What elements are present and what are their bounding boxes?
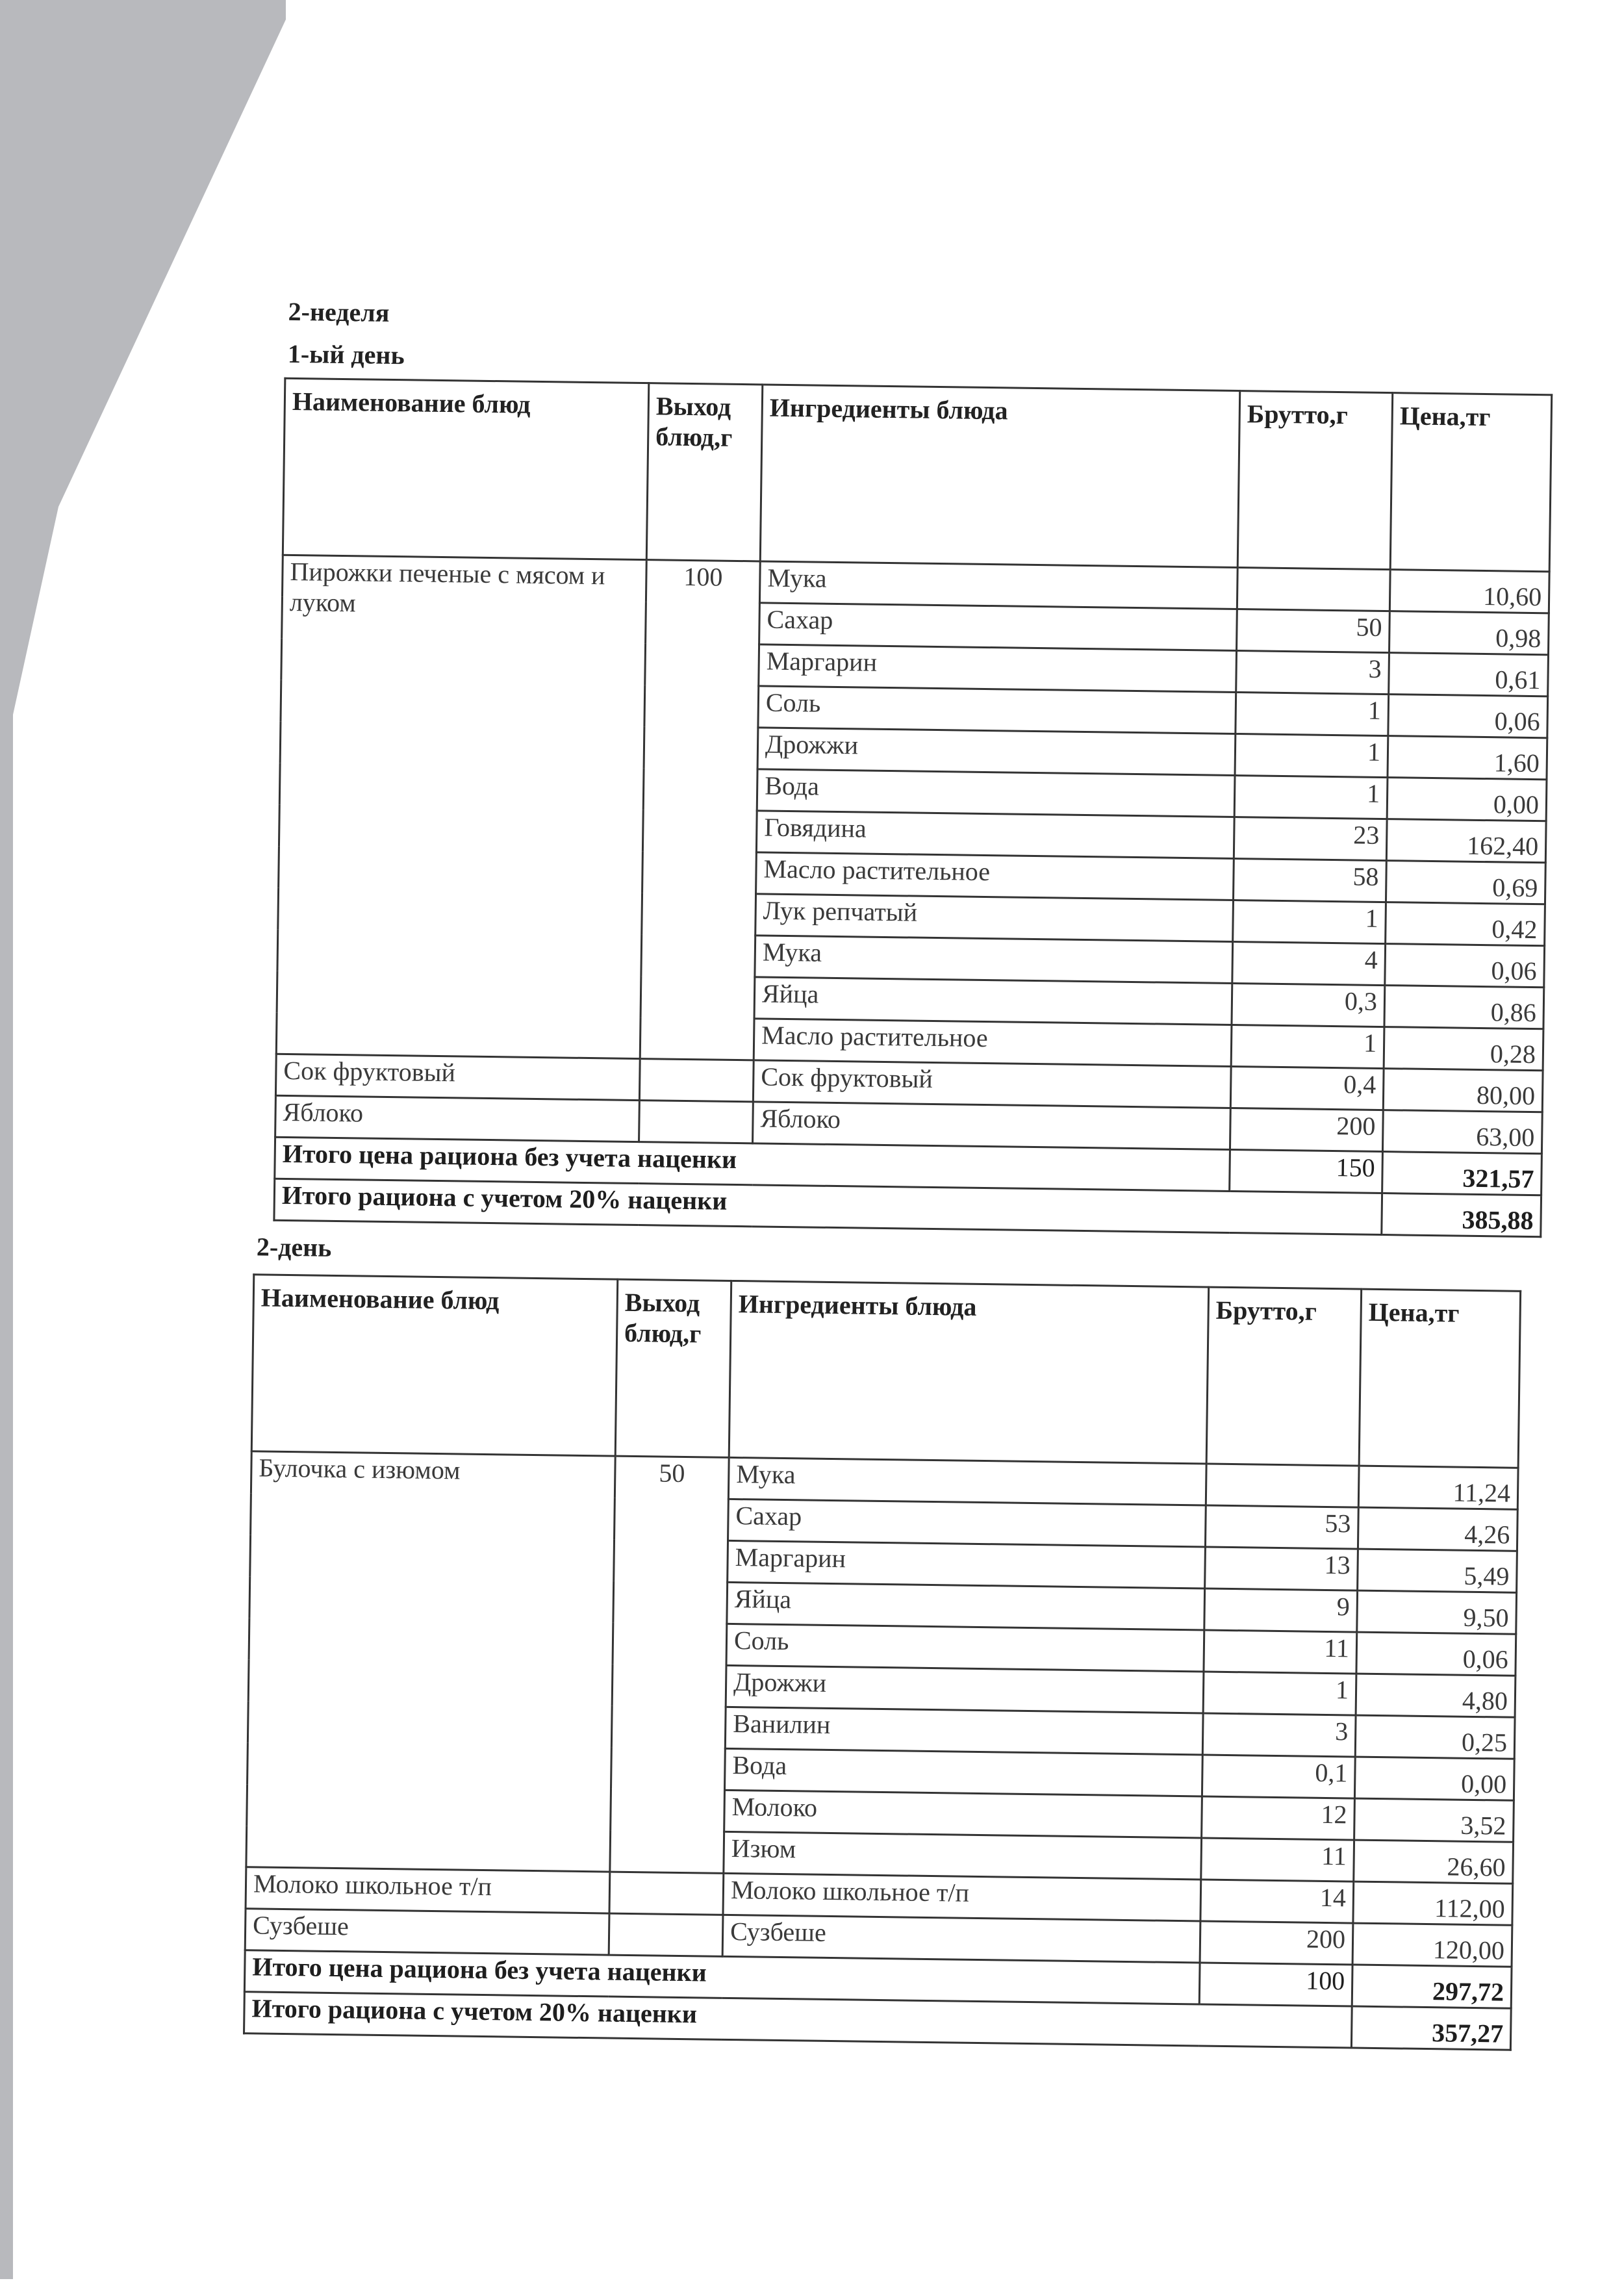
dish-name: Яблоко <box>275 1095 640 1142</box>
total-with-markup-price: 357,27 <box>1351 2006 1511 2050</box>
ingredient-name: Молоко школьное т/п <box>723 1873 1201 1921</box>
ingredient-price: 0,06 <box>1356 1632 1516 1676</box>
ingredient-gross: 12 <box>1202 1796 1355 1840</box>
ingredient-gross: 0,3 <box>1232 983 1385 1027</box>
ingredient-price: 80,00 <box>1383 1069 1543 1112</box>
dish-name: Сок фруктовый <box>275 1054 640 1100</box>
ingredient-name: Говядина <box>756 811 1234 859</box>
ingredient-price: 0,06 <box>1385 944 1545 988</box>
dish-yield <box>639 1059 754 1102</box>
ingredient-price: 120,00 <box>1352 1923 1512 1967</box>
day1-table <box>273 377 1553 1238</box>
ingredient-name: Яйца <box>727 1582 1205 1630</box>
ingredient-name: Вода <box>757 769 1235 817</box>
header-price: Цена,тг <box>1390 393 1552 572</box>
ingredient-price: 162,40 <box>1386 819 1546 863</box>
week-title: 2-неделя <box>288 296 390 327</box>
ingredient-price: 3,52 <box>1354 1798 1514 1842</box>
ingredient-gross: 50 <box>1237 609 1390 653</box>
ingredient-name: Ванилин <box>725 1707 1203 1755</box>
header-ingredients: Ингредиенты блюда <box>729 1281 1208 1464</box>
dish-yield: 50 <box>610 1456 729 1873</box>
ingredient-name: Сок фруктовый <box>753 1060 1231 1108</box>
header-dish: Наименование блюд <box>283 378 649 559</box>
ingredient-price: 0,06 <box>1388 695 1548 738</box>
total-no-markup-price: 297,72 <box>1352 1965 1512 2008</box>
ingredient-name: Маргарин <box>759 644 1237 693</box>
ingredient-gross: 1 <box>1236 693 1389 736</box>
ingredient-name: Вода <box>724 1748 1202 1796</box>
total-no-markup-price: 321,57 <box>1382 1152 1542 1195</box>
ingredient-gross: 23 <box>1234 817 1387 861</box>
ingredient-price: 0,00 <box>1387 778 1547 821</box>
ingredient-name: Молоко <box>724 1790 1202 1838</box>
ingredient-price: 0,28 <box>1384 1027 1543 1071</box>
header-gross: Брутто,г <box>1206 1287 1362 1466</box>
ingredient-name: Соль <box>726 1624 1204 1672</box>
ingredient-price: 9,50 <box>1357 1590 1517 1634</box>
dish-name: Пирожки печеные с мясом и луком <box>276 555 646 1058</box>
header-dish: Наименование блюд <box>251 1275 618 1456</box>
day2-title: 2-день <box>256 1232 332 1262</box>
ingredient-name: Дрожжи <box>757 728 1236 776</box>
header-row <box>283 378 1551 572</box>
ingredient-name: Сахар <box>759 603 1237 651</box>
total-no-markup-label: Итого цена рациона без учета наценки <box>275 1137 1230 1191</box>
ingredient-price: 112,00 <box>1353 1881 1513 1925</box>
dish-name: Молоко школьное т/п <box>246 1867 610 1913</box>
ingredient-gross: 0,4 <box>1230 1066 1384 1110</box>
ingredient-price: 0,61 <box>1389 653 1549 696</box>
ingredient-name: Лук репчатый <box>755 894 1234 942</box>
header-yield: Выход блюд,г <box>646 383 763 561</box>
ingredient-gross: 1 <box>1233 900 1386 943</box>
ingredient-name: Изюм <box>724 1831 1202 1880</box>
ingredient-gross <box>1237 568 1390 611</box>
header-row <box>251 1275 1520 1468</box>
ingredient-name: Масло растительное <box>754 1019 1232 1067</box>
ingredient-price: 10,60 <box>1389 570 1549 613</box>
ingredient-name: Яйца <box>754 977 1232 1025</box>
ingredient-gross: 3 <box>1202 1713 1356 1757</box>
ingredient-price: 0,69 <box>1386 861 1545 904</box>
ingredient-price: 11,24 <box>1358 1466 1518 1509</box>
ingredient-gross: 58 <box>1233 859 1386 902</box>
ingredient-price: 5,49 <box>1358 1549 1517 1592</box>
header-yield: Выход блюд,г <box>615 1279 731 1457</box>
ingredient-gross: 4 <box>1232 941 1386 985</box>
ingredient-gross: 1 <box>1231 1025 1384 1068</box>
ingredient-price: 0,00 <box>1354 1757 1514 1800</box>
header-price: Цена,тг <box>1359 1289 1521 1468</box>
ingredient-gross: 200 <box>1200 1921 1353 1965</box>
ingredient-gross: 3 <box>1236 651 1389 695</box>
dish-name: Булочка с изюмом <box>246 1451 615 1872</box>
ingredient-price: 0,86 <box>1384 986 1544 1029</box>
total-with-markup-label: Итого рациона с учетом 20% наценки <box>274 1179 1382 1234</box>
ingredient-gross: 13 <box>1205 1547 1358 1590</box>
ingredient-price: 4,26 <box>1358 1507 1517 1551</box>
ingredient-name: Мука <box>755 936 1233 984</box>
ingredient-gross: 11 <box>1204 1630 1357 1674</box>
ingredient-gross: 1 <box>1235 734 1388 778</box>
ingredient-gross: 200 <box>1230 1108 1383 1151</box>
ingredient-price: 1,60 <box>1388 736 1547 780</box>
ingredient-gross: 1 <box>1234 776 1388 819</box>
ingredient-name: Мука <box>728 1457 1206 1505</box>
ingredient-name: Мука <box>759 561 1237 609</box>
ingredient-price: 0,42 <box>1386 902 1545 946</box>
total-with-markup-price: 385,88 <box>1382 1193 1541 1237</box>
document-page <box>217 0 1553 2296</box>
ingredient-name: Маргарин <box>728 1540 1206 1588</box>
ingredient-name: Дрожжи <box>726 1665 1204 1713</box>
dish-yield <box>609 1872 724 1915</box>
total-gross: 150 <box>1230 1149 1383 1193</box>
ingredient-gross: 53 <box>1205 1505 1358 1549</box>
header-gross: Брутто,г <box>1237 391 1393 570</box>
ingredient-name: Соль <box>758 686 1236 734</box>
ingredient-gross: 1 <box>1203 1672 1356 1715</box>
ingredient-price: 4,80 <box>1356 1674 1516 1717</box>
header-ingredients: Ингредиенты блюда <box>760 385 1239 568</box>
ingredient-price: 26,60 <box>1354 1840 1514 1883</box>
ingredient-price: 0,98 <box>1389 611 1549 655</box>
dish-yield <box>639 1101 754 1143</box>
ingredient-name: Сахар <box>728 1499 1206 1547</box>
ingredient-gross: 0,1 <box>1202 1755 1355 1798</box>
ingredient-name: Сузбеше <box>722 1915 1200 1963</box>
total-gross: 100 <box>1199 1963 1352 2006</box>
ingredient-name: Яблоко <box>753 1102 1231 1150</box>
ingredient-gross: 11 <box>1201 1838 1354 1881</box>
ingredient-price: 0,25 <box>1355 1715 1515 1759</box>
day2-table <box>243 1273 1521 2050</box>
ingredient-gross: 14 <box>1200 1880 1354 1923</box>
ingredient-gross <box>1206 1464 1359 1507</box>
ingredient-name: Масло растительное <box>756 852 1234 900</box>
dish-yield <box>609 1913 723 1956</box>
total-no-markup-label: Итого цена рациона без учета наценки <box>244 1950 1200 2004</box>
ingredient-price: 63,00 <box>1382 1110 1542 1154</box>
dish-yield: 100 <box>640 560 760 1060</box>
dish-name: Сузбеше <box>245 1909 609 1955</box>
day1-title: 1-ый день <box>287 338 405 370</box>
ingredient-gross: 9 <box>1204 1588 1358 1632</box>
total-with-markup-label: Итого рациона с учетом 20% наценки <box>244 1992 1352 2048</box>
